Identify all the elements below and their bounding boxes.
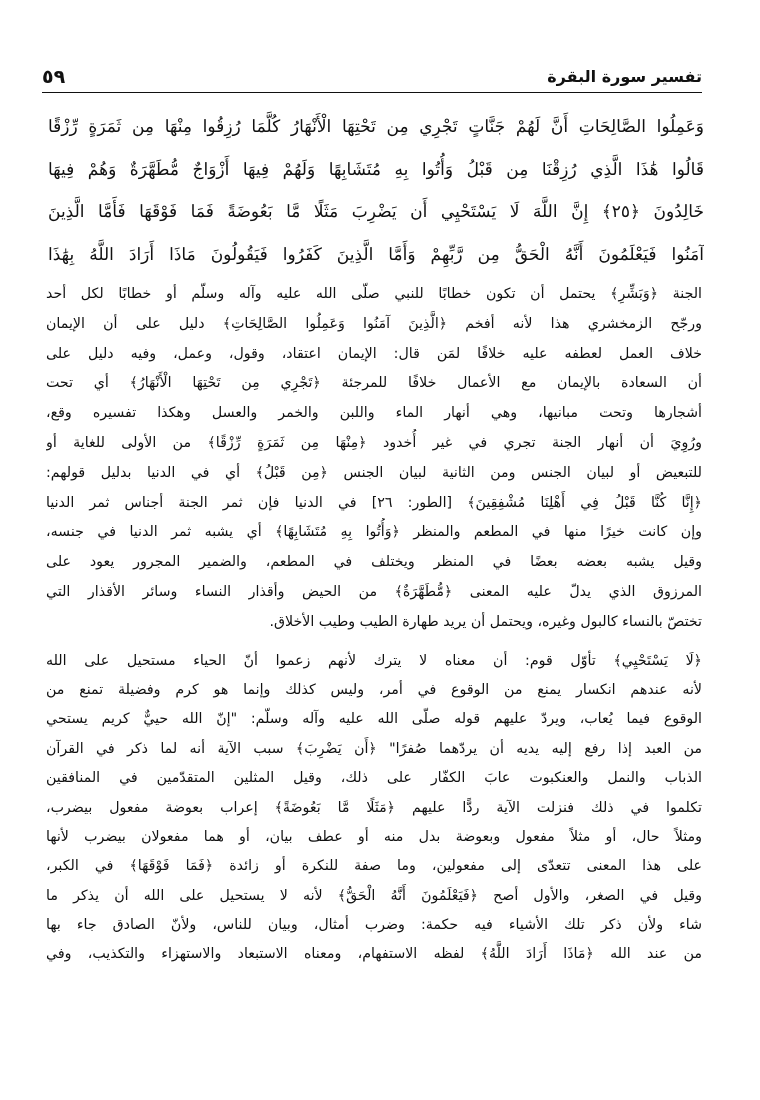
commentary-line: ورجّح الزمخشري هذا لأنه أفخم ﴿الَّذِينَ آمَنُوا وَعَمِلُوا الصَّالِحَاتِ﴾ دليل على أن الإيمان bbox=[46, 315, 702, 332]
commentary-line: على هذا المعنى تتعدّى إلى مفعولين، وما صفة للنكرة أو زائدة ﴿فَمَا فَوْقَهَا﴾ في الكبر، bbox=[46, 858, 702, 875]
commentary-line: خلاف العمل لعطفه عليه خلافًا لمَن قال: الإيمان اعتقاد، وقول، وعمل، وفيه دليل على bbox=[46, 345, 702, 362]
page-number: ٥٩ bbox=[42, 66, 66, 88]
commentary-line: من العبد إذا رفع إليه يديه أن يردّهما صُفرًا" ﴿أَن يَضْرِبَ﴾ سبب الآية أنه لما ذكر في القرآن bbox=[46, 740, 702, 757]
running-title: تفسير سورة البقرة bbox=[547, 67, 702, 86]
commentary-line: تكلموا في ذلك فنزلت الآية ردًّا عليهم ﴿مَثَلًا مَّا بَعُوضَةً﴾ إعراب بعوضة مفعول بيضرب، bbox=[46, 799, 702, 816]
commentary-line: ﴿إِنَّا كُنَّا قَبْلُ فِي أَهْلِنَا مُشْفِقِينَ﴾ [الطور: ٢٦] في الدنيا فإن ثمر الجنة أجناس ثمر الدنيا bbox=[46, 494, 702, 511]
commentary-line: تختصّ بالنساء كالبول وغيره، ويحتمل أن يريد طهارة الطيب وطيب الأخلاق. bbox=[269, 613, 702, 630]
commentary-line: وقيل يشبه بعضه بعضًا في المنظر ويختلف في المطعم، والضمير المجرور يعود على bbox=[46, 554, 702, 571]
commentary-line: أن السعادة بالإيمان مع الأعمال خلافًا للمرجئة ﴿تَجْرِي مِن تَحْتِهَا الْأَنْهَارُ﴾ أي تحت bbox=[46, 375, 702, 392]
commentary-line: الوقوع فيما يُعاب، ويردّ عليهم قوله صلّى الله عليه وآله وسلّم: "إنّ الله حييٌّ كريم يستحي bbox=[46, 711, 702, 728]
commentary-line: ومثلاً حال، أو مثلاً مفعول وبعوضة بدل منه أو عطف بيان، أو هما مفعولان بيضرب لأنها bbox=[46, 828, 702, 845]
commentary-line: الجنة ﴿وَبَشِّرِ﴾ يحتمل أن تكون خطابًا للنبي صلّى الله عليه وآله وسلّم أو خطابًا لكل أحد bbox=[46, 286, 702, 302]
commentary-line: من عند الله ﴿مَاذَا أَرَادَ اللَّهُ﴾ لفظه الاستفهام، ومعناه الاستبعاد والاستهزاء والتكذيب، وفي bbox=[46, 946, 702, 963]
commentary-line: ورُوِيَ أن أنهار الجنة تجري في غير أُخدود ﴿مِنْهَا مِن ثَمَرَةٍ رِّزْقًا﴾ من الأولى للغاية أو bbox=[46, 434, 702, 451]
verse-line: آمَنُوا فَيَعْلَمُونَ أَنَّهُ الْحَقُّ مِن رَّبِّهِمْ وَأَمَّا الَّذِينَ كَفَرُوا فَيَقُولُونَ مَاذَا أَرَادَ اللَّهُ بِهَٰذَا bbox=[48, 244, 704, 265]
commentary-paragraph bbox=[46, 280, 702, 638]
commentary bbox=[46, 280, 702, 970]
verse-line: وَعَمِلُوا الصَّالِحَاتِ أَنَّ لَهُمْ جَنَّاتٍ تَجْرِي مِن تَحْتِهَا الْأَنْهَارُ كُلَّمَا رُزِقُوا مِنْهَا مِن ثَمَرَةٍ رِّزْقًا bbox=[48, 117, 704, 137]
quran-verses bbox=[48, 106, 704, 276]
commentary-line: المرزوق الذي يدلّ عليه المعنى ﴿مُّطَهَّرَةٌ﴾ من الحيض وأقذار النساء وسائر الأقذار التي bbox=[46, 583, 702, 600]
commentary-line: لأنه عندهم انكسار يمنع من الوقوع في أمر، وليس كذلك وإنما هو كرم وفضيلة تمنع من bbox=[46, 681, 702, 698]
commentary-line: شاء ولأن ذكر تلك الأشياء فيه حكمة: وضرب أمثال، وبيان للناس، ولأنّ الصادق جاء بها bbox=[46, 917, 702, 934]
commentary-line: الذباب والنمل والعنكبوت عابَ الكفّار على ذلك، وقيل المثلين المتقدّمين في المنافقين bbox=[46, 770, 702, 787]
verse-line: قَالُوا هَٰذَا الَّذِي رُزِقْنَا مِن قَبْلُ وَأُتُوا بِهِ مُتَشَابِهًا وَلَهُمْ فِيهَا أَزْوَاجٌ مُّطَهَّرَةٌ وَهُمْ فِيهَا bbox=[48, 159, 704, 180]
commentary-line: ﴿لَا يَسْتَحْيِي﴾ تأوّل قوم: أن معناه لا يترك لأنهم زعموا أنّ الحياء مستحيل على الله bbox=[46, 652, 702, 669]
commentary-line: وقيل في الصغر، والأول أصح ﴿فَيَعْلَمُونَ أَنَّهُ الْحَقُّ﴾ لأنه لا يستحيل على الله أن يذكر ما bbox=[46, 887, 702, 904]
commentary-line: وإن كانت خيرًا منها في المطعم والمنظر ﴿وَأُتُوا بِهِ مُتَشَابِهًا﴾ أي يشبه ثمر الدنيا في جنسه، bbox=[46, 524, 702, 541]
page-header bbox=[42, 58, 702, 93]
verse-line: خَالِدُونَ ﴿٢٥﴾ إِنَّ اللَّهَ لَا يَسْتَحْيِي أَن يَضْرِبَ مَثَلًا مَّا بَعُوضَةً فَمَا فَوْقَهَا فَأَمَّا الَّذِينَ bbox=[48, 202, 704, 222]
commentary-paragraph bbox=[46, 647, 702, 970]
commentary-line: للتبعيض أو لبيان الجنس ومن الثانية لبيان الجنس ﴿مِن قَبْلُ﴾ أي في الدنيا بدليل قولهم: bbox=[46, 464, 702, 481]
commentary-line: أشجارها وتحت مبانيها، وهي أنهار الماء واللبن والخمر والعسل وهكذا تفسيره وقع، bbox=[46, 405, 702, 422]
